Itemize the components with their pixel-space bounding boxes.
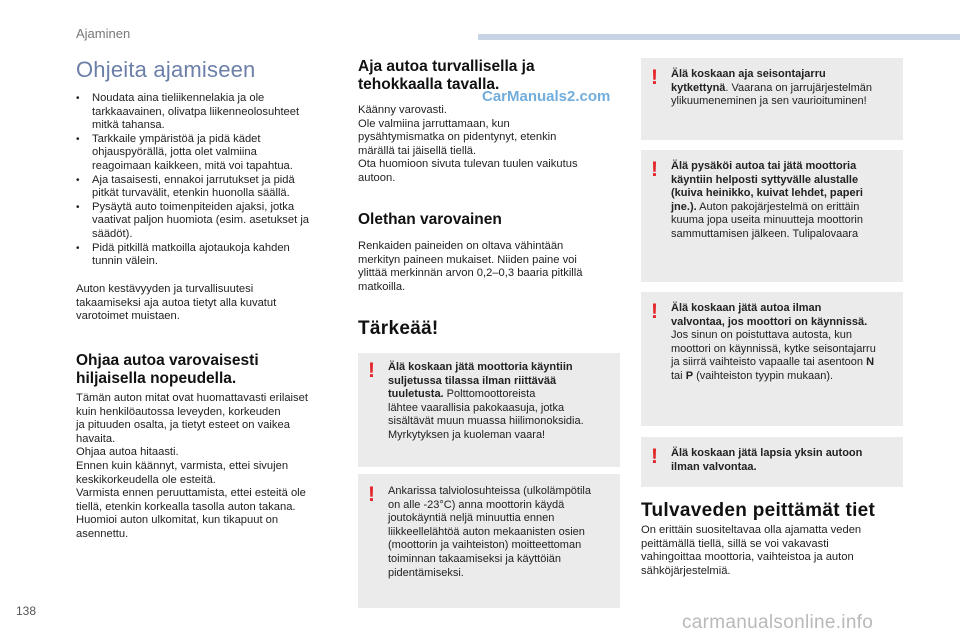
warning-text: Älä pysäköi autoa tai jätä moottoria käyntiin helposti syttyvälle alustalle (kuiva heinikko, kuivat lehdet, paperi jne.). Auton pakojärjestelmä on erittäin kuuma jopa useita minuutteja moottorin sammuttamisen jälkeen. Tulipalovaara — [671, 160, 863, 240]
section-heading-be-careful: Olethan varovainen — [358, 211, 502, 228]
warning-text: Ankarissa talviolosuhteissa (ulkolämpötila on alle -23°C) anna moottorin käydä joutokäyntiä neljä minuuttia ennen liikkeellelähtöä auton mekaanisten osien (moottorin ja vaihteiston) moitteettoman toiminnan takaamiseksi ja käyttöiän pidentämiseksi. — [388, 485, 591, 579]
warning-box-enclosed-space — [358, 353, 620, 467]
page-title: Ohjeita ajamiseen — [76, 57, 256, 82]
list-item: • Noudata aina tieliikennelakia ja ole tarkkaavainen, olivatpa liikenneolosuhteet mitkä tahansa. — [76, 92, 300, 132]
warning-box-unattended-vehicle — [641, 292, 903, 426]
section-heading-safe-driving: Aja autoa turvallisella ja tehokkaalla tavalla. — [358, 58, 535, 93]
dimensions-paragraph: Tämän auton mitat ovat huomattavasti erilaiset kuin henkilöautossa leveyden, korkeuden ja pituuden osalta, ja tietyt esteet on vaikea havaita. Ohjaa autoa hitaasti. Ennen kuin käännyt, varmista, ettei sivujen keskikorkeudella ole esteitä. Varmista ennen peruuttamista, ettei esteitä ole tiellä, etenkin korkealla tasolla auton takana. Huomioi auton ulkomitat, kun tikapuut on asennettu. — [76, 392, 308, 540]
warning-text: Älä koskaan jätä lapsia yksin autoon ilman valvontaa. — [671, 447, 863, 473]
section-heading-careful-steering: Ohjaa autoa varovaisesti hiljaisella nopeudella. — [76, 352, 259, 387]
warning-icon: ! — [651, 445, 658, 468]
tips-list — [76, 92, 346, 269]
tyre-pressure-paragraph: Renkaiden paineiden on oltava vähintään merkityn paineen mukaiset. Niiden paine voi ylittää merkinnän arvon 0,2–0,3 baaria pitkillä matkoilla. — [358, 240, 583, 293]
warning-box-flammable-surface — [641, 150, 903, 282]
list-item: • Aja tasaisesti, ennakoi jarrutukset ja pidä pitkät turvavälit, etenkin huonolla säällä. — [76, 173, 295, 200]
watermark-bottom: carmanualsonline.info — [682, 612, 874, 633]
warning-icon: ! — [368, 359, 375, 382]
warning-text: Älä koskaan aja seisontajarru kytkettynä. Vaarana on jarrujärjestelmän ylikuumeneminen ja sen vaurioituminen! — [671, 68, 872, 108]
warning-icon: ! — [651, 66, 658, 89]
warning-box-children — [641, 437, 903, 487]
bullet-icon: • — [76, 133, 80, 145]
bullet-icon: • — [76, 93, 80, 104]
section-heading-important: Tärkeää! — [358, 318, 439, 339]
warning-box-parking-brake — [641, 58, 903, 140]
safe-driving-paragraph: Käänny varovasti. Ole valmiina jarruttamaan, kun pysähtymismatka on pidentynyt, etenkin märällä tai jäisellä tiellä. Ota huomioon sivuta tulevan tuulen vaikutus autoon. — [358, 104, 578, 184]
bullet-icon: • — [76, 174, 80, 186]
watermark-top: CarManuals2.com — [482, 88, 611, 105]
warning-icon: ! — [651, 300, 658, 323]
bullet-icon: • — [76, 201, 80, 213]
section-heading-flooded-roads: Tulvaveden peittämät tiet — [641, 500, 876, 521]
page-number: 138 — [16, 604, 37, 618]
flooded-roads-paragraph: On erittäin suositeltavaa olla ajamatta veden peittämällä tiellä, sillä se voi vakavasti vahingoittaa moottoria, vaihteistoa ja auton sähköjärjestelmiä. — [641, 524, 862, 577]
warning-icon: ! — [651, 158, 658, 181]
warning-box-winter — [358, 474, 620, 608]
intro-paragraph: Auton kestävyyden ja turvallisuutesi takaamiseksi aja autoa tietyt alla kuvatut varotoimet muistaen. — [76, 283, 277, 323]
warning-text: Älä koskaan jätä autoa ilman valvontaa, jos moottori on käynnissä. Jos sinun on poistuttava autosta, kun moottori on käynnissä, kytke seisontajarru ja siirrä vaihteisto vapaalle tai asentoon N tai P (vaihteiston tyypin mukaan). — [671, 302, 876, 382]
list-item: • Tarkkaile ympäristöä ja pidä kädet ohjauspyörällä, jotta olet valmiina reagoimaan kaikkeen, mitä voi tapahtua. — [76, 132, 293, 172]
section-header: Ajaminen — [76, 26, 131, 41]
list-item: • Pidä pitkillä matkoilla ajotaukoja kahden tunnin välein. — [76, 241, 290, 268]
list-item: • Pysäytä auto toimenpiteiden ajaksi, jotka vaativat paljon huomiota (esim. asetukset ja säädöt). — [76, 200, 310, 240]
header-bar — [478, 34, 960, 40]
bullet-icon: • — [76, 242, 80, 254]
warning-icon: ! — [368, 483, 375, 506]
warning-text: Älä koskaan jätä moottoria käyntiin suljetussa tilassa ilman riittävää tuuletusta. Polttomoottoreista lähtee vaarallisia pakokaasuja, jotka sisältävät muun muassa hiilimonoksidia. Myrkytyksen ja kuoleman vaara! — [388, 361, 584, 441]
